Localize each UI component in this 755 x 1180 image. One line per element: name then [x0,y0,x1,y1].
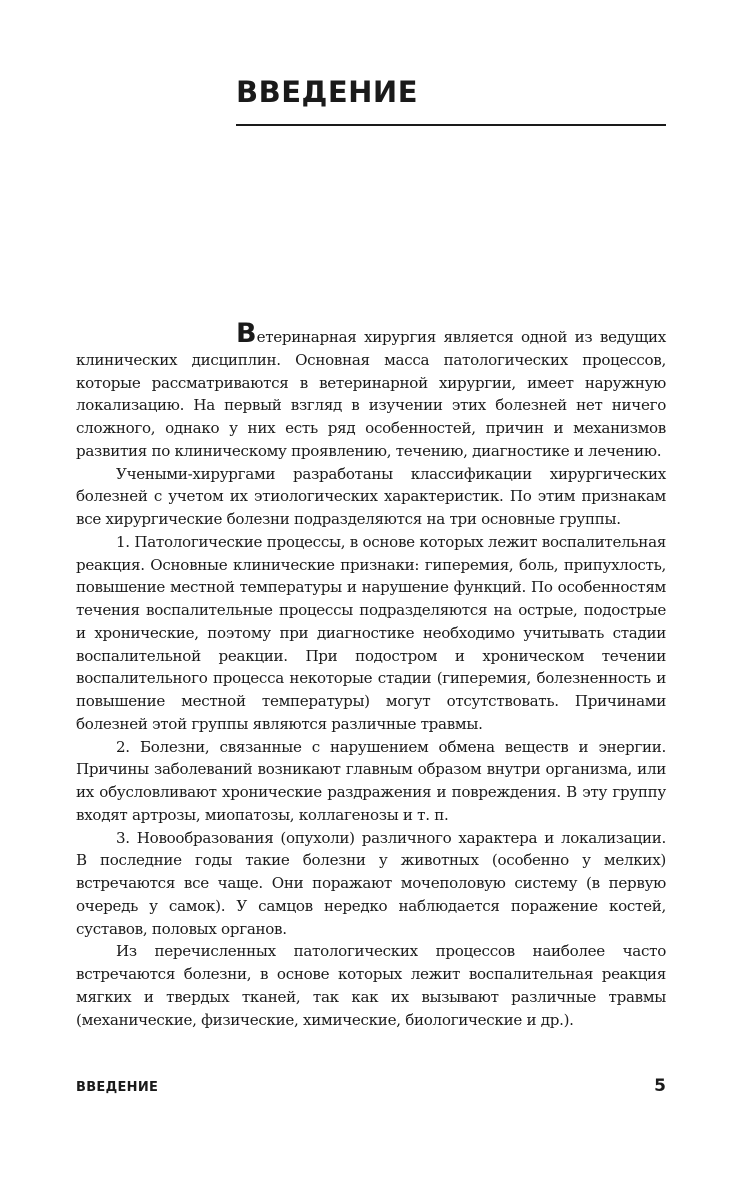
chapter-title: ВВЕДЕНИЕ [236,75,419,109]
page-number: 5 [654,1076,666,1096]
paragraph-classification: Учеными-хирургами разработаны классификации хирургических болезней с учетом их этиологических характеристик. По этим признакам все хирургические болезни подразделяются на три основные группы. [76,464,666,528]
paragraph-conclusion: Из перечисленных патологических процессов наиболее часто встречаются болезни, в основе которых лежит воспалительная реакция мягких и твердых тканей, так как их вызывают различные травмы (механические, физические, химические, биологические и др.). [76,942,666,1029]
paragraph-group-2: 2. Болезни, связанные с нарушением обмена веществ и энергии. Причины заболеваний возникают главным образом внутри организма, или их обусловливают хронические раздражения и повреждения. В эту группу входят артрозы, миопатозы, коллагенозы и т. п. [76,737,666,824]
paragraph-group-3: 3. Новообразования (опухоли) различного характера и локализации. В последние годы такие болезни у животных (особенно у мелких) встречаются все чаще. Они поражают мочеполовую систему (в первую очередь у самок). У самцов нередко наблюдается поражение костей, суставов, половых органов. [76,828,666,938]
running-footer-title: ВВЕДЕНИЕ [76,1080,159,1095]
drop-cap: В [236,318,257,349]
intro-paragraph [76,318,666,463]
title-underline [236,124,666,126]
body-text [76,318,666,1031]
paragraph-group-1: 1. Патологические процессы, в основе которых лежит воспалительная реакция. Основные клинические признаки: гиперемия, боль, припухлость, повышение местной температуры и нарушение функций. По особенностям течения воспалительные процессы подразделяются на острые, подострые и хронические, поэтому при диагностике необходимо учитывать стадии воспалительной реакции. При подостром и хроническом течении воспалительного процесса некоторые стадии (гиперемия, болезненность и повышение местной температуры) могут отсутствовать. Причинами болезней этой группы являются различные травмы. [76,532,666,733]
intro-text: етеринарная хирургия является одной из ведущих клинических дисциплин. Основная масса патологических процессов, которые рассматриваются в ветеринарной хирургии, имеет наружную локализацию. На первый взгляд в изучении этих болезней нет ничего сложного, однако у них есть ряд особенностей, причин и механизмов развития по клиническому проявлению, течению, диагностике и лечению. [76,328,666,460]
